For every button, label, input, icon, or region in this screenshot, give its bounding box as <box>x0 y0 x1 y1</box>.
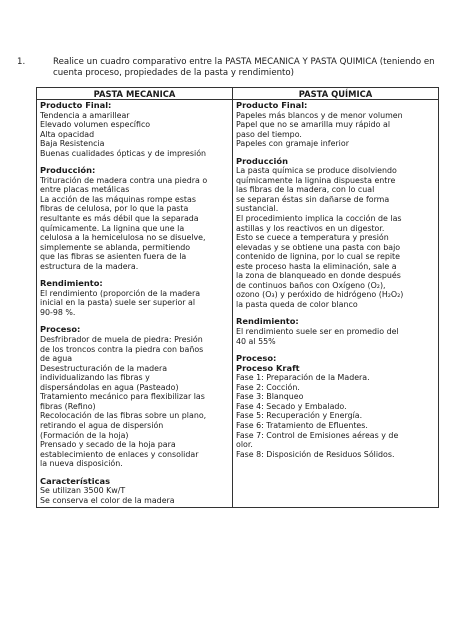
text-line: Fase 6: Tratamiento de Efluentes. <box>236 420 368 430</box>
mecanica-caracteristicas-list <box>40 486 229 505</box>
text-line: Esto se cuece a temperatura y presión <box>236 233 389 243</box>
text-line: que las fibras se asienten fuera de la <box>40 252 187 262</box>
question-text: Realice un cuadro comparativo entre la PASTA MECANICA Y PASTA QUIMICA (teniendo en cuenta proceso, propiedades de la pasta y rendimiento) <box>53 57 435 78</box>
quimica-proceso-title: Proceso: <box>236 353 277 364</box>
text-line: La acción de las máquinas rompe estas <box>40 194 196 204</box>
mecanica-rendimiento-title: Rendimiento: <box>40 278 103 289</box>
text-line: Desfribrador de muela de piedra: Presión <box>40 335 203 345</box>
text-line: Trituración de madera contra una piedra o <box>40 175 208 185</box>
text-line: Prensado y secado de la hoja para <box>40 440 176 450</box>
comparison-table <box>36 87 439 508</box>
question-intro <box>17 57 457 79</box>
text-line: individualizando las fibras y <box>40 373 150 383</box>
text-line: (Formación de la hoja) <box>40 430 129 440</box>
mecanica-proceso-list <box>40 335 229 469</box>
quimica-rendimiento-list <box>236 327 435 346</box>
text-line: Se utilizan 3500 Kw/T <box>40 486 126 496</box>
quimica-producto-final-list <box>236 111 435 149</box>
table-body-row <box>37 100 439 508</box>
text-line: dispersándolas en agua (Pasteado) <box>40 382 179 392</box>
text-line: astillas y los reactivos en un digestor. <box>236 223 385 233</box>
text-line: retirando el agua de dispersión <box>40 420 164 430</box>
text-line: este proceso hasta la eliminación, sale a <box>236 261 397 271</box>
quimica-cell <box>233 100 439 508</box>
text-line: de continuos baños con Oxígeno (O₂), <box>236 280 386 290</box>
text-line: estructura de la madera. <box>40 261 139 271</box>
text-line: simplemente se ablanda, permitiendo <box>40 242 191 252</box>
text-line: Fase 7: Control de Emisiones aéreas y de <box>236 430 399 440</box>
text-line: Papeles con gramaje inferior <box>236 139 349 149</box>
text-line: celulosa a la hemicelulosa no se disuelve, <box>40 233 206 243</box>
header-pasta-quimica: PASTA QUÍMICA <box>233 88 439 100</box>
text-line: Fase 5: Recuperación y Energía. <box>236 411 363 421</box>
text-line: la nueva disposición. <box>40 459 123 469</box>
text-line: Elevado volumen específico <box>40 120 151 130</box>
text-line: fibras de celulosa, por lo que la pasta <box>40 204 189 214</box>
text-line: Tendencia a amarillear <box>40 110 130 120</box>
text-line: Tratamiento mecánico para flexibilizar las <box>40 392 205 402</box>
text-line: inicial en la pasta) suele ser superior al <box>40 298 196 308</box>
text-line: El procedimiento implica la cocción de las <box>236 214 402 224</box>
text-line: Baja Resistencia <box>40 139 105 149</box>
quimica-proceso-list <box>236 373 435 459</box>
text-line: las fibras de la madera, con lo cual <box>236 185 375 195</box>
quimica-producto-final-title: Producto Final: <box>236 100 308 110</box>
text-line: la pasta queda de color blanco <box>236 299 358 309</box>
text-line: contenido de lignina, por lo cual se repite <box>236 252 401 262</box>
text-line: Fase 2: Cocción. <box>236 382 300 392</box>
text-line: ozono (O₃) y peróxido de hidrógeno (H₂O₂) <box>236 290 404 300</box>
table-header-row <box>37 88 439 100</box>
text-line: Buenas cualidades ópticas y de impresión <box>40 148 207 158</box>
text-line: químicamente. La lignina que une la <box>40 223 185 233</box>
text-line: elevadas y se obtiene una pasta con bajo <box>236 242 401 252</box>
text-line: se separan éstas sin dañarse de forma <box>236 194 390 204</box>
quimica-rendimiento-title: Rendimiento: <box>236 316 299 327</box>
mecanica-cell <box>37 100 233 508</box>
text-line: Fase 1: Preparación de la Madera. <box>236 373 370 383</box>
mecanica-rendimiento-list <box>40 289 229 318</box>
quimica-proceso-subtitle: Proceso Kraft <box>236 362 300 373</box>
text-line: Papeles más blancos y de menor volumen <box>236 110 403 120</box>
text-line: de agua <box>40 354 73 364</box>
text-line: 90-98 %. <box>40 307 76 317</box>
text-line: olor. <box>236 440 253 450</box>
header-pasta-mecanica: PASTA MECANICA <box>37 88 233 100</box>
text-line: Recolocación de las fibras sobre un plano, <box>40 411 207 421</box>
text-line: Se conserva el color de la madera <box>40 495 175 505</box>
text-line: Alta opacidad <box>40 129 95 139</box>
text-line: fibras (Refino) <box>40 401 96 411</box>
mecanica-proceso-title: Proceso: <box>40 324 81 335</box>
text-line: la zona de blanqueado en donde después <box>236 271 401 281</box>
quimica-produccion-title: Producción <box>236 155 289 166</box>
text-line: El rendimiento suele ser en promedio del <box>236 327 399 337</box>
quimica-produccion-list <box>236 166 435 309</box>
text-line: entre placas metálicas <box>40 185 130 195</box>
text-line: químicamente la lignina dispuesta entre <box>236 175 396 185</box>
mecanica-caracteristicas-title: Características <box>40 475 111 486</box>
question-number: 1. <box>17 57 26 67</box>
mecanica-producto-final-list <box>40 111 229 159</box>
text-line: Fase 8: Disposición de Residuos Sólidos. <box>236 449 395 459</box>
text-line: El rendimiento (proporción de la madera <box>40 288 201 298</box>
text-line: La pasta química se produce disolviendo <box>236 166 397 176</box>
text-line: Papel que no se amarilla muy rápido al <box>236 120 391 130</box>
text-line: establecimiento de enlaces y consolidar <box>40 449 199 459</box>
text-line: Fase 3: Blanqueo <box>236 392 304 402</box>
text-line: Fase 4: Secado y Embalado. <box>236 401 347 411</box>
text-line: paso del tiempo. <box>236 129 302 139</box>
text-line: Desestructuración de la madera <box>40 363 168 373</box>
mecanica-produccion-list <box>40 176 229 271</box>
text-line: sustancial. <box>236 204 279 214</box>
text-line: resultante es más débil que la separada <box>40 214 199 224</box>
text-line: 40 al 55% <box>236 336 276 346</box>
mecanica-produccion-title: Producción: <box>40 165 96 176</box>
text-line: de los troncos contra la piedra con baños <box>40 344 204 354</box>
mecanica-producto-final-title: Producto Final: <box>40 100 112 110</box>
